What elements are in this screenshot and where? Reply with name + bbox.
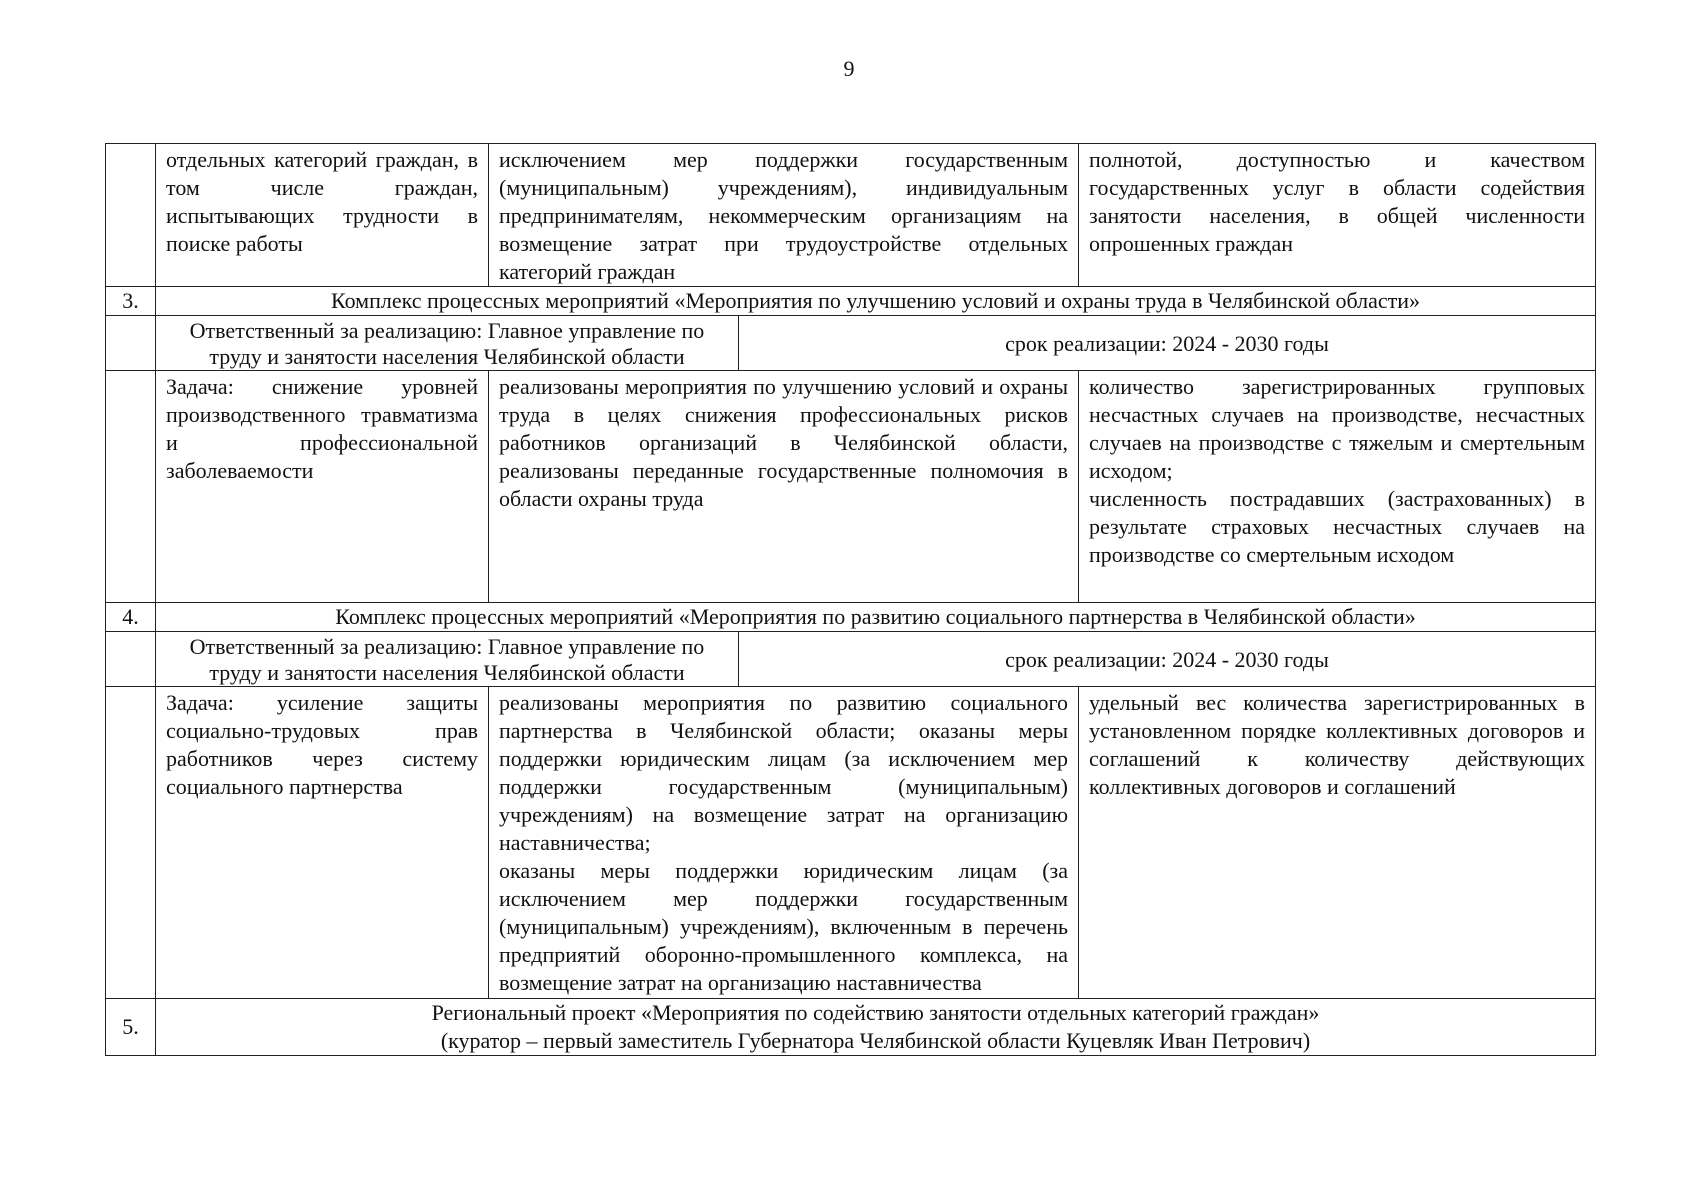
page-number: 9	[843, 56, 855, 81]
section-heading-row	[106, 999, 1596, 1056]
section-heading-row	[106, 287, 1596, 316]
indicator-cell: удельный вес количества зарегистрированных в установленном порядке коллективных договоров и соглашений к количеству действующих коллективных договоров и соглашений	[1079, 687, 1596, 999]
section-title: Комплекс процессных мероприятий «Мероприятия по развитию социального партнерства в Челябинской области»	[156, 603, 1596, 632]
result-cell: исключением мер поддержки государственным (муниципальным) учреждениям), индивидуальным предпринимателям, некоммерческим организациям на возмещение затрат при трудоустройстве отдельных категорий граждан	[489, 144, 1079, 287]
task-cell: отдельных категорий граждан, в том числе граждан, испытывающих трудности в поиске работы	[156, 144, 489, 287]
indicator-item: численность пострадавших (застрахованных) в результате страховых несчастных случаев на производстве со смертельным исходом	[1089, 486, 1586, 567]
responsible-row	[106, 316, 1596, 371]
responsible-cell: Ответственный за реализацию: Главное управление по труду и занятости населения Челябинской области	[156, 632, 739, 687]
indicator-item: количество зарегистрированных групповых несчастных случаев на производстве, несчастных случаев на производстве с тяжелым и смертельным исходом;	[1089, 374, 1586, 483]
section-number: 3.	[106, 287, 156, 316]
section-title: Комплекс процессных мероприятий «Мероприятия по улучшению условий и охраны труда в Челябинской области»	[156, 287, 1596, 316]
result-item: оказаны меры поддержки юридическим лицам (за исключением мер поддержки государственным (муниципальным) учреждениям), включенным в перечень предприятий оборонно-промышленного комплекса, на возмещение затрат на организацию наставничества	[499, 858, 1069, 995]
row-number-cell	[106, 687, 156, 999]
row-number-cell	[106, 144, 156, 287]
term-cell: срок реализации: 2024 - 2030 годы	[739, 632, 1596, 687]
section-curator-line: (куратор – первый заместитель Губернатора Челябинской области Куцевляк Иван Петрович)	[440, 1028, 1311, 1053]
task-cell: Задача: снижение уровней производственного травматизма и профессиональной заболеваемости	[156, 371, 489, 603]
result-item: реализованы мероприятия по развитию социального партнерства в Челябинской области; оказаны меры поддержки юридическим лицам (за исключением мер поддержки государственным (муниципальным) учреждениям) на возмещение затрат на организацию наставничества;	[499, 690, 1069, 855]
table-row	[106, 687, 1596, 999]
task-cell: Задача: усиление защиты социально-трудовых прав работников через систему социального партнерства	[156, 687, 489, 999]
row-number-cell	[106, 316, 156, 371]
row-number-cell	[106, 371, 156, 603]
result-cell: реализованы мероприятия по улучшению условий и охраны труда в целях снижения профессиональных рисков работников организаций в Челябинской области, реализованы переданные государственные полномочия в области охраны труда	[489, 371, 1079, 603]
responsible-row	[106, 632, 1596, 687]
responsible-cell: Ответственный за реализацию: Главное управление по труду и занятости населения Челябинской области	[156, 316, 739, 371]
indicator-cell	[1079, 371, 1596, 603]
result-cell	[489, 687, 1079, 999]
indicator-cell: полнотой, доступностью и качеством государственных услуг в области содействия занятости населения, в общей численности опрошенных граждан	[1079, 144, 1596, 287]
table-row	[106, 144, 1596, 287]
table-row	[106, 371, 1596, 603]
section-number: 5.	[106, 999, 156, 1056]
section-number: 4.	[106, 603, 156, 632]
program-structure-table	[105, 143, 1596, 1056]
section-title-line: Региональный проект «Мероприятия по содействию занятости отдельных категорий граждан»	[431, 1000, 1320, 1025]
section-title	[156, 999, 1596, 1056]
term-cell: срок реализации: 2024 - 2030 годы	[739, 316, 1596, 371]
section-heading-row	[106, 603, 1596, 632]
row-number-cell	[106, 632, 156, 687]
